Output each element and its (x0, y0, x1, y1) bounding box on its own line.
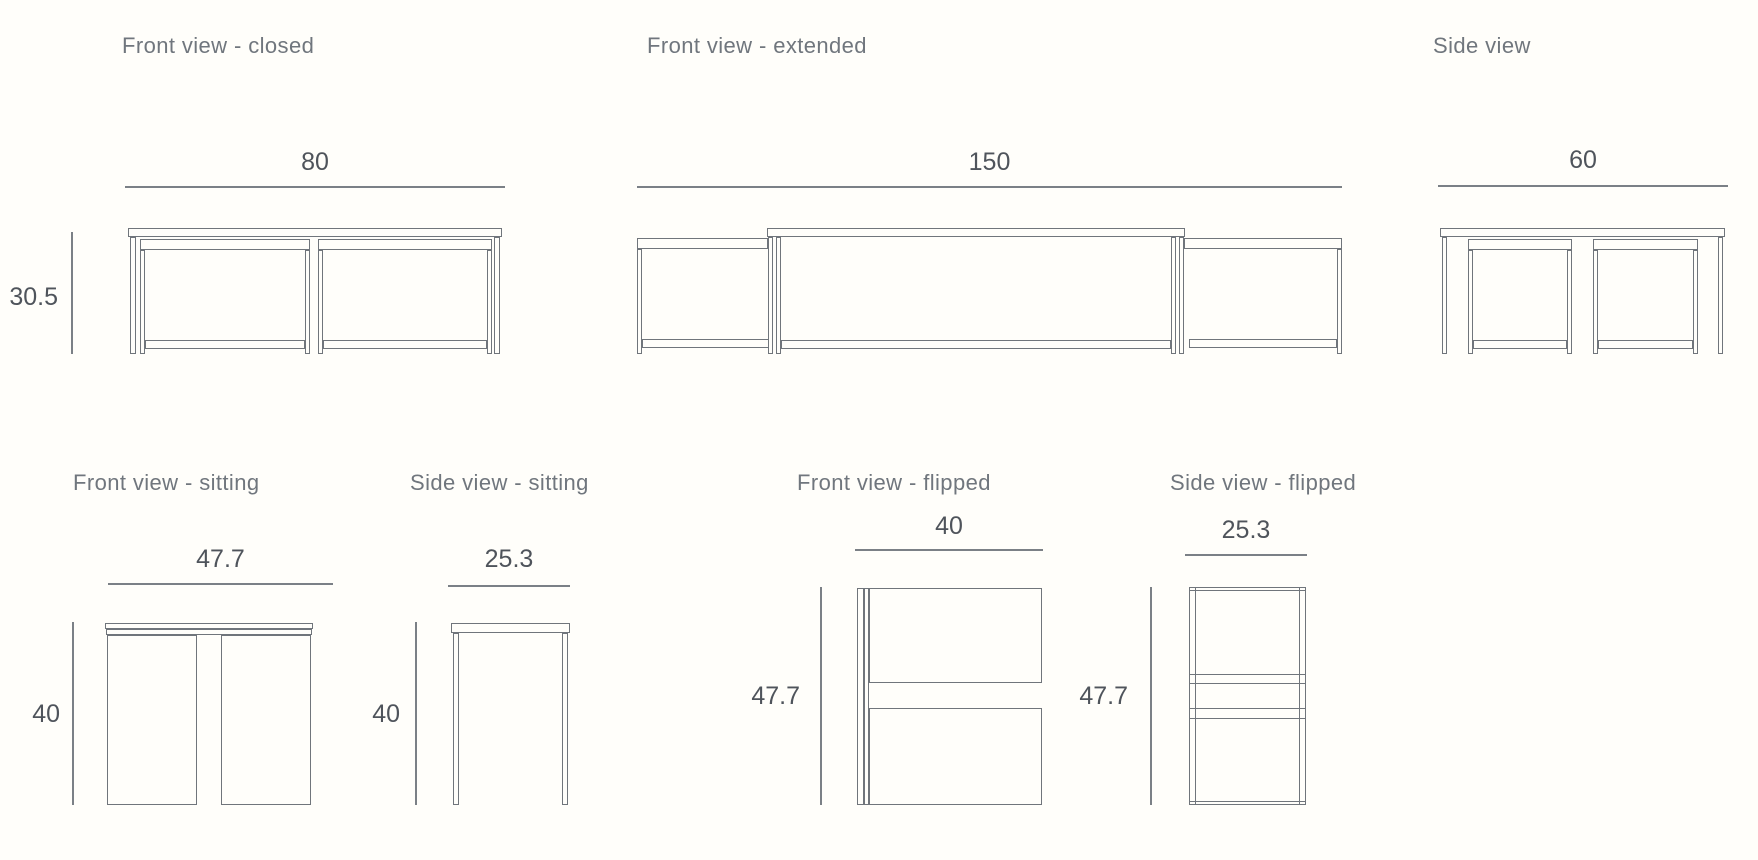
middle-plate-bar (1189, 674, 1306, 684)
nested-table-bottom-bar (1473, 340, 1567, 349)
nested-table-leg (1593, 250, 1598, 354)
height-dimension-line (415, 622, 417, 805)
side-table-top-right (1184, 238, 1342, 249)
view-title-side-sitting: Side view - sitting (410, 470, 589, 495)
width-dimension-value: 25.3 (1221, 516, 1271, 544)
height-dimension-line (1150, 587, 1152, 805)
width-dimension-line (637, 186, 1342, 188)
leg-right (1299, 587, 1306, 805)
middle-plate-bar (1189, 708, 1306, 719)
leg-right (562, 633, 568, 805)
nested-table-leg (1567, 250, 1572, 354)
width-dimension-line (855, 549, 1043, 551)
panel-leg-right (221, 635, 311, 805)
side-table-top-left (637, 238, 768, 249)
front-flipped-drawing (857, 588, 1042, 805)
width-dimension-value: 80 (301, 148, 329, 176)
nested-table-top (318, 239, 492, 250)
table-top-plate (451, 623, 570, 633)
nested-table-top (1593, 239, 1698, 250)
width-dimension-value: 25.3 (484, 545, 534, 573)
width-dimension-line (1438, 185, 1728, 187)
height-dimension-line (72, 622, 74, 805)
width-dimension-line (125, 186, 505, 188)
side-table-bottom-bar (1189, 339, 1337, 348)
view-title-front-extended: Front view - extended (647, 33, 867, 58)
outer-leg-right (494, 237, 500, 354)
height-dimension-line (71, 232, 73, 354)
side-table-leg-right (1337, 249, 1342, 354)
width-dimension-value: 47.7 (196, 545, 245, 573)
nested-table-leg (487, 250, 492, 354)
front-sitting-drawing (105, 623, 313, 805)
side-flipped-drawing (1189, 587, 1306, 805)
height-dimension-value: 40 (372, 700, 400, 728)
nested-table-top (1468, 239, 1572, 250)
table-top-plate (1440, 228, 1725, 237)
leg-left (1189, 587, 1196, 805)
center-table-top-plate (767, 228, 1185, 237)
center-table-bottom-bar (781, 340, 1171, 349)
width-dimension-value: 60 (1569, 146, 1597, 174)
side-sitting-drawing (451, 623, 570, 805)
height-dimension-value: 30.5 (9, 283, 58, 311)
side-view-drawing (1440, 228, 1725, 354)
height-dimension-value: 40 (32, 700, 60, 728)
view-title-front-sitting: Front view - sitting (73, 470, 260, 495)
side-table-bottom-bar (642, 339, 769, 348)
outer-leg-right (1718, 237, 1723, 354)
height-dimension-line (820, 587, 822, 805)
bottom-edge-bar (1189, 801, 1306, 805)
outer-leg-left (1442, 237, 1447, 354)
width-dimension-value: 40 (935, 512, 963, 540)
outer-leg-left (130, 237, 136, 354)
nested-table-leg (1693, 250, 1698, 354)
center-table-leg (776, 237, 781, 354)
nested-table-leg (140, 250, 145, 354)
flipped-panel-leg-lower (869, 708, 1042, 805)
view-title-front-closed: Front view - closed (122, 33, 315, 58)
height-dimension-value: 47.7 (1079, 682, 1128, 710)
nested-table-bottom-bar (145, 340, 305, 349)
top-edge-bar (1189, 587, 1306, 591)
height-dimension-value: 47.7 (751, 682, 800, 710)
center-table-leg (768, 237, 773, 354)
nested-table-bottom-bar (1598, 340, 1693, 349)
front-closed-drawing (128, 228, 502, 354)
nested-table-leg (1468, 250, 1473, 354)
table-top-plate (128, 228, 502, 237)
panel-leg-left (107, 635, 197, 805)
view-title-side-flipped: Side view - flipped (1170, 470, 1357, 495)
width-dimension-line (448, 585, 570, 587)
center-table-leg (1171, 237, 1176, 354)
width-dimension-value: 150 (968, 148, 1011, 176)
width-dimension-line (108, 583, 333, 585)
view-title-side: Side view (1433, 33, 1531, 58)
nested-table-top (140, 239, 310, 250)
width-dimension-line (1185, 554, 1307, 556)
flipped-top-plate (857, 588, 864, 805)
nested-table-bottom-bar (323, 340, 487, 349)
nested-table-leg (305, 250, 310, 354)
leg-left (453, 633, 459, 805)
front-extended-drawing (637, 228, 1342, 354)
flipped-panel-leg-upper (869, 588, 1042, 683)
nested-table-leg (318, 250, 323, 354)
center-table-leg (1179, 237, 1184, 354)
view-title-front-flipped: Front view - flipped (797, 470, 991, 495)
